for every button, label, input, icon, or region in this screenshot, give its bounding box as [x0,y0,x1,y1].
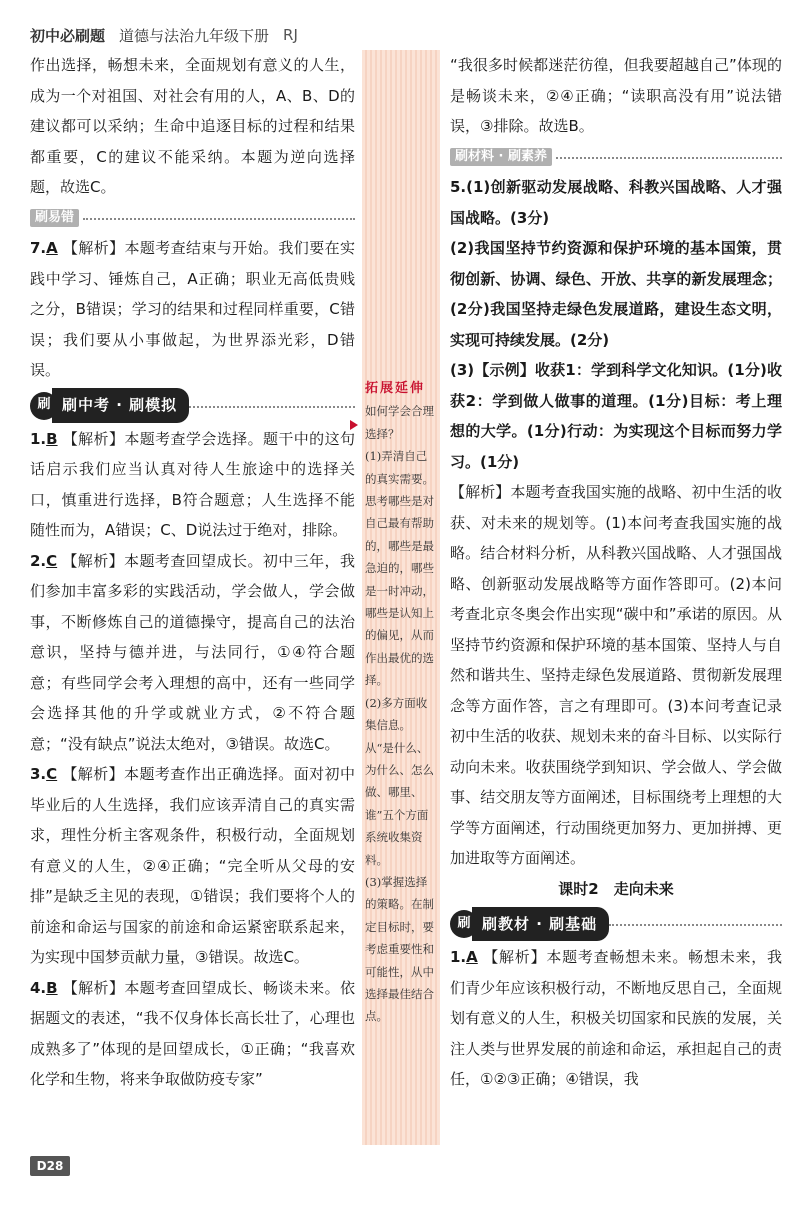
tag-label: 刷材料 · 刷素养 [450,148,552,166]
banner-label: 刷中考 · 刷模拟 [52,388,189,423]
item-number: 3. [30,765,47,783]
section-tag-material [450,142,782,173]
left-column [30,50,355,1095]
item-answer: C [46,551,58,570]
answer-item-1 [450,942,782,1095]
section-banner-exam [30,390,355,422]
answer-item-1 [30,424,355,546]
item-number: 2. [30,551,47,570]
item-answer: A [466,948,478,966]
section-banner-textbook [450,908,782,940]
item-answer: B [46,429,58,448]
answer-item-5-part-2: (2)我国坚持节约资源和保护环境的基本国策，贯彻创新、协调、绿色、开放、共享的新发展理念；(2分)我国坚持走绿色发展道路，建设生态文明，实现可持续发展。(2分) [450,239,782,349]
dotted-divider [83,218,355,220]
item-number: 5. [450,178,467,196]
right-column [450,50,782,1095]
brush-icon: 刷 [450,910,478,938]
item-number: 4. [30,978,47,997]
item-number: 1. [30,429,47,448]
dotted-divider [609,924,782,926]
extension-point-1: (1)弄清自己的真实需要。思考哪些是对自己最有帮助的，哪些是最急迫的，哪些是一时冲动，哪些是认知上的偏见，从而作出最优的选择。 [365,449,434,688]
dotted-divider [556,157,782,159]
item-explanation: 【解析】本题考查回望成长。初中三年，我们参加丰富多彩的实践活动，学会做人，学会做事，不断修炼自己的道德操守，提高自己的法治意识，坚持与德并进，与法同行，①④符合题意；有些同学会考入理想的高中，还有一些同学会选择其他的升学或就业方式，②不符合题意；“没有缺点”说法太绝对，③错误。故选C。 [30,551,355,753]
answer-item-4 [30,973,355,1095]
section-tag-wrong [30,203,355,234]
answer-item-5-explanation: 【解析】本题考查我国实施的战略、初中生活的收获、对未来的规划等。(1)本问考查我国实施的战略。结合材料分析，从科教兴国战略、人才强国战略、创新驱动发展战略等方面作答即可。(2)本问考查北京冬奥会作出实现“碳中和”承诺的原因。从坚持节约资源和保护环境的基本国策、坚持人与自然和谐共生、坚持走绿色发展道路、贯彻新发展理念等方面作答，言之有理即可。(3)本问考查记录初中生活的收获、规划未来的奋斗目标、以实际行动向未来。收获围绕学到知识、学会做人、学会做事、结交朋友等方面阐述，目标围绕考上理想的大学等方面阐述，行动围绕更加努力、更加拼搏、更加进取等方面阐述。 [450,483,782,867]
paragraph-continued: 作出选择，畅想未来，全面规划有意义的人生，成为一个对祖国、对社会有用的人，A、B、D的建议都可以采纳；生命中追逐目标的过程和结果都重要，C的建议不能采纳。本题为逆向选择题，故选C。 [30,56,355,196]
item-explanation: 【解析】本题考查回望成长、畅谈未来。依据题文的表述，“我不仅身体长高长壮了，心理也成熟多了”体现的是回望成长，①正确；“我喜欢化学和生物，将来争取做防疫专家” [30,978,355,1088]
item-answer: A [46,239,58,257]
item-explanation: 【解析】本题考查学会选择。题干中的这句话启示我们应当认真对待人生旅途中的选择关口，慎重进行选择，B符合题意；人生选择不能随性而为，A错误；C、D说法过于绝对，排除。 [30,429,355,539]
answer-item-5-part-3: (3)【示例】收获1：学到科学文化知识。(1分)收获2：学到做人做事的道理。(1分)目标：考上理想的大学。(1分)行动：为实现这个目标而努力学习。(1分) [450,361,782,471]
item-number: 7. [30,239,47,257]
page-number: D28 [30,1156,70,1176]
item-answer: B [46,978,58,997]
item-explanation: 【解析】本题考查结束与开始。我们要在实践中学习、锤炼自己，A正确；职业无高低贵贱之分，B错误；学习的结果和过程同样重要，C错误；我们要从小事做起，为世界添光彩，D错误。 [30,239,355,379]
extension-question: 如何学会合理选择？ [365,404,434,441]
answer-item-5-part-1 [450,172,782,233]
edition-label: RJ [283,26,298,44]
answer-item-3 [30,759,355,973]
item-answer: (1)创新驱动发展战略、科教兴国战略、人才强国战略。(3分) [450,178,782,227]
extension-sidebar [362,378,440,1028]
item-explanation: 【解析】本题考查作出正确选择。面对初中毕业后的人生选择，我们应该弄清自己的真实需求，理性分析主客观条件，积极行动，全面规划有意义的人生，②④正确；“完全听从父母的安排”是缺乏主见的表现，①错误；我们要将个人的前途和命运与国家的前途和命运紧密联系起来，为实现中国梦贡献力量，③错误。故选C。 [30,765,355,966]
lesson-title: 课时2 走向未来 [558,879,674,898]
item-number: 1. [450,948,467,966]
extension-point-3: (3)掌握选择的策略。在制定目标时，要考虑重要性和可能性，从中选择最佳结合点。 [365,874,434,1024]
item-answer: C [46,765,58,783]
subject-title: 道德与法治九年级下册 [119,26,270,45]
item-explanation: 【解析】本题考查畅想未来。畅想未来，我们青少年应该积极行动，不断地反思自己，全面规划有意义的人生，积极关切国家和民族的发展，关注人类与世界发展的前途和命运，承担起自己的责任，①②③正确；④错误，我 [450,948,782,1088]
series-title: 初中必刷题 [30,26,106,45]
extension-title: 拓展延伸 [365,381,426,396]
answer-item-2 [30,546,355,760]
paragraph-continued: “我很多时候都迷茫彷徨，但我要超越自己”体现的是畅谈未来，②④正确；“读职高没有用”说法错误，③排除。故选B。 [450,56,782,135]
extension-point-2: (2)多方面收集信息。从“是什么、为什么、怎么做、哪里、谁”五个方面系统收集资料。 [365,695,434,867]
answer-item-7 [30,233,355,386]
dotted-divider [189,406,355,408]
page-header [30,22,450,48]
tag-label: 刷易错 [30,209,79,227]
brush-icon: 刷 [30,392,58,420]
banner-label: 刷教材 · 刷基础 [472,907,609,942]
